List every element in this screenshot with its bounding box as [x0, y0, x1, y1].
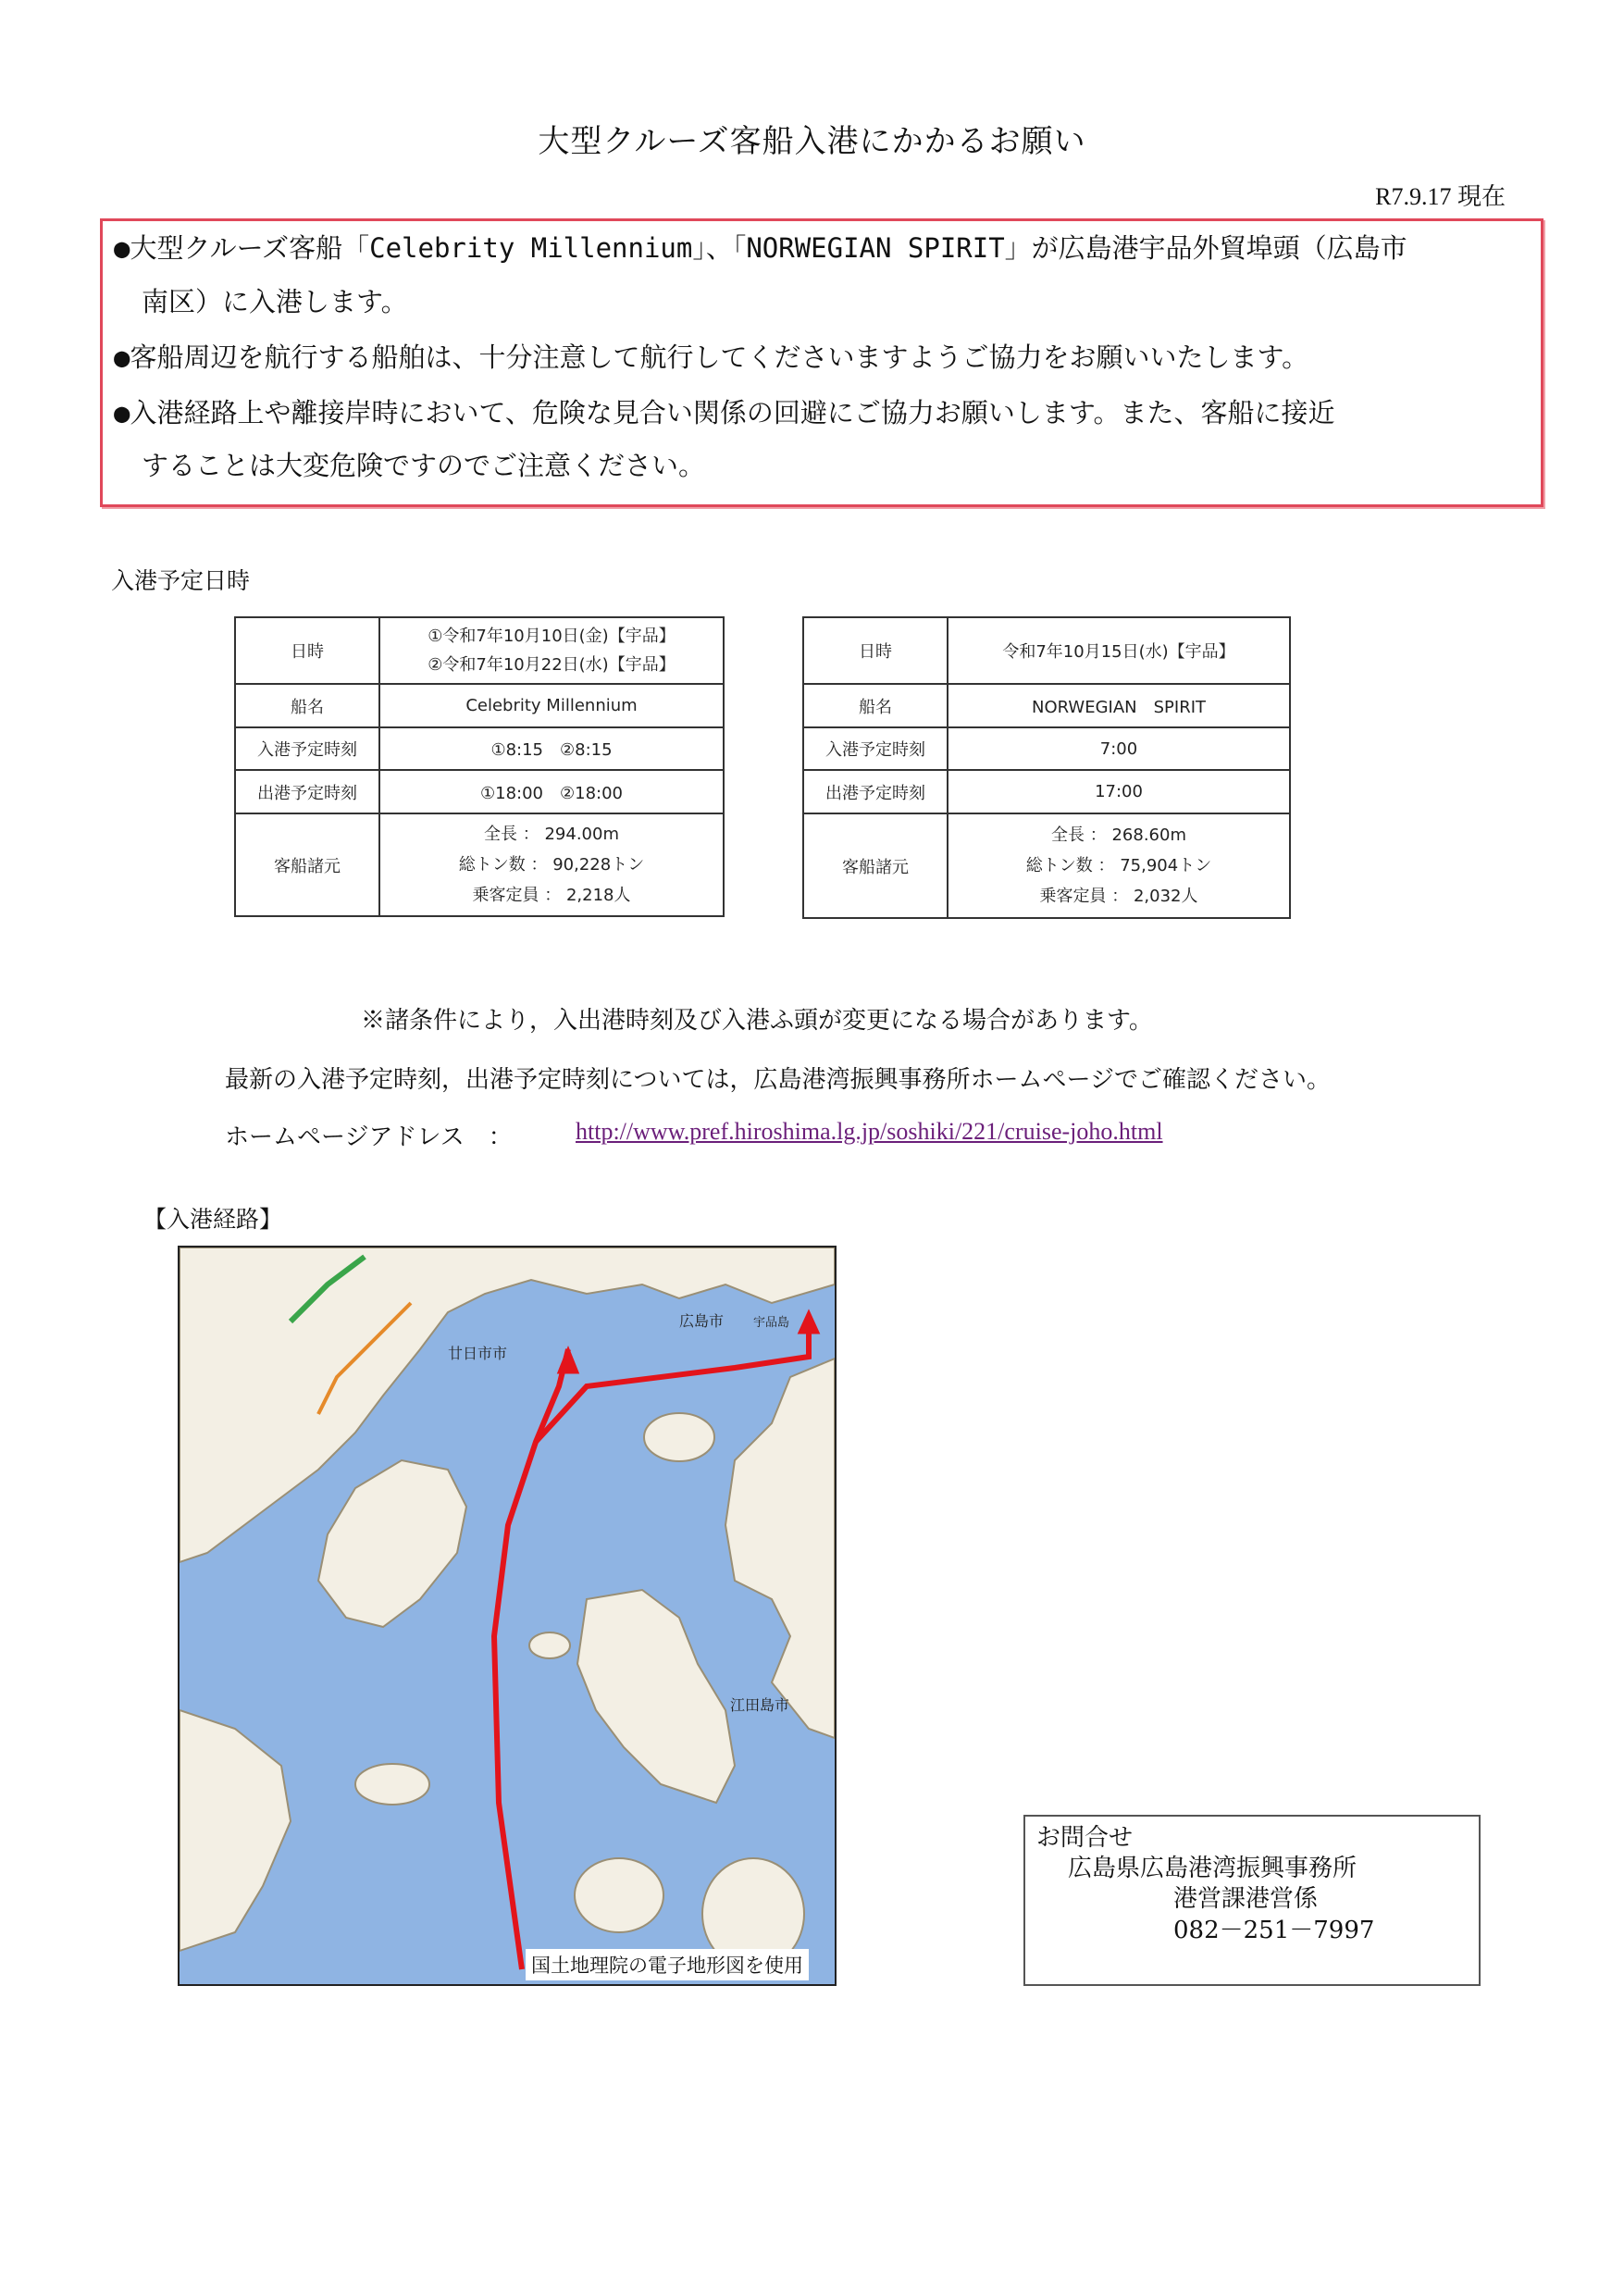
notice-line-4: ●入港経路上や離接岸時において、危険な見合い関係の回避にご協力お願いします。また、客船に接近 — [114, 397, 1335, 428]
info-latest: 最新の入港予定時刻，出港予定時刻については，広島港湾振興事務所ホームページでご確認ください。 — [225, 1066, 1331, 1093]
map-graphic — [180, 1247, 835, 1984]
label-ujina: 宇品島 — [753, 1316, 790, 1330]
table1-spec-key: 客船諸元 — [235, 813, 379, 916]
notice-line-3: ●客船周辺を航行する船舶は、十分注意して航行してくださいますようご協力をお願いいたします。 — [114, 341, 1309, 373]
notice-line-2: 南区）に入港します。 — [142, 286, 408, 317]
contact-office: 広島県広島港湾振興事務所 — [1068, 1855, 1357, 1882]
schedule-heading: 入港予定日時 — [111, 567, 251, 594]
table2-date-value: 令和7年10月15日(水)【宇品】 — [948, 617, 1290, 684]
table1-date-key: 日時 — [235, 617, 379, 684]
table1-ship-value: Celebrity Millennium — [379, 684, 724, 727]
table1-date-2: ②令和7年10月22日(水)【宇品】 — [428, 655, 676, 675]
table2-capacity: 乗客定員 ： 2,032人 — [1039, 887, 1198, 906]
contact-box — [1023, 1815, 1481, 1986]
schedule-table-1 — [234, 616, 725, 917]
table1-date-1: ①令和7年10月10日(金)【宇品】 — [428, 627, 676, 646]
table2-length: 全長 ： 268.60m — [1051, 825, 1186, 845]
notice-box — [100, 218, 1543, 507]
label-hatsukaichi: 廿日市市 — [448, 1345, 508, 1362]
table1-arrival-key: 入港予定時刻 — [235, 727, 379, 770]
schedule-table-2 — [802, 616, 1291, 919]
contact-phone: 082－251－7997 — [1173, 1917, 1375, 1944]
table1-arrival-value: ①8:15 ②8:15 — [379, 727, 724, 770]
as-of-date: R7.9.17 現在 — [1375, 183, 1506, 210]
info-note: ※諸条件により，入出港時刻及び入港ふ頭が変更になる場合があります。 — [361, 1007, 1153, 1034]
table2-arrival-value: 7:00 — [948, 727, 1290, 770]
table1-length: 全長 ： 294.00m — [484, 825, 619, 844]
table2-arrival-key: 入港予定時刻 — [803, 727, 948, 770]
label-etajima: 江田島市 — [730, 1696, 790, 1714]
table2-departure-key: 出港予定時刻 — [803, 770, 948, 813]
table1-departure-key: 出港予定時刻 — [235, 770, 379, 813]
table2-date-key: 日時 — [803, 617, 948, 684]
route-map — [178, 1246, 837, 1986]
page-title: 大型クルーズ客船入港にかかるお願い — [538, 123, 1086, 160]
contact-heading: お問合せ — [1036, 1824, 1134, 1852]
notice-line-5: することは大変危険ですのでご注意ください。 — [142, 450, 706, 481]
table2-departure-value: 17:00 — [948, 770, 1290, 813]
table1-capacity: 乗客定員 ： 2,218人 — [472, 886, 631, 905]
table1-date-value — [379, 617, 724, 684]
contact-section: 港営課港営係 — [1173, 1885, 1319, 1913]
table2-spec-value — [948, 813, 1290, 918]
table2-tonnage: 総トン数 ： 75,904トン — [1025, 856, 1212, 875]
route-heading: 【入港経路】 — [143, 1206, 283, 1233]
label-hiroshima: 広島市 — [679, 1312, 725, 1330]
table2-spec-key: 客船諸元 — [803, 813, 948, 918]
table2-ship-key: 船名 — [803, 684, 948, 727]
table1-tonnage: 総トン数 ： 90,228トン — [458, 855, 645, 875]
notice-line-1: ●大型クルーズ客船「Celebrity Millennium」、「NORWEGIAN SPIRIT」が広島港宇品外貿埠頭（広島市 — [114, 232, 1407, 264]
table1-spec-value — [379, 813, 724, 916]
table1-ship-key: 船名 — [235, 684, 379, 727]
map-credit: 国土地理院の電子地形図を使用 — [526, 1949, 809, 1980]
homepage-link[interactable]: http://www.pref.hiroshima.lg.jp/soshiki/221/cruise-joho.html — [576, 1118, 1163, 1145]
table2-ship-value: NORWEGIAN SPIRIT — [948, 684, 1290, 727]
table1-departure-value: ①18:00 ②18:00 — [379, 770, 724, 813]
homepage-label: ホームページアドレス ： — [225, 1123, 513, 1150]
